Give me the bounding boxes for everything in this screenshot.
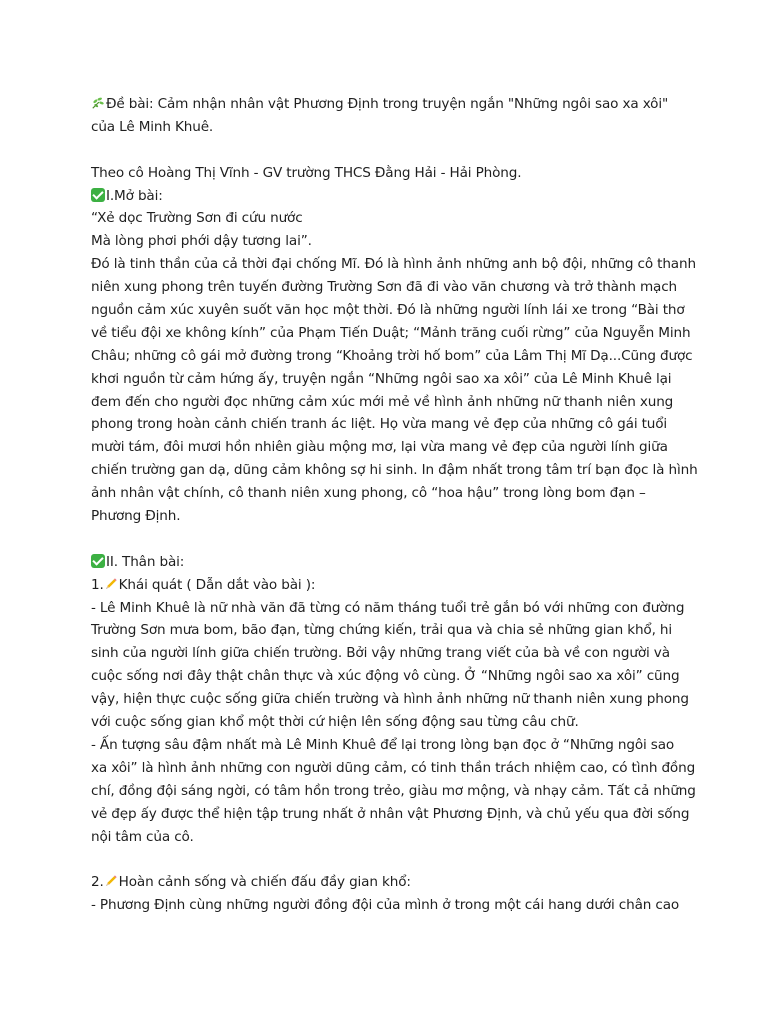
section-1-line: vẻ đẹp ấy được thể hiện tập trung nhất ở nhân vật Phương Định, và chủ yếu qua đời sống (91, 805, 690, 822)
intro-line: niên xung phong trên tuyến đường Trường Sơn đã đi vào văn chương và trở thành mạch (91, 279, 678, 296)
intro-line: đem đến cho người đọc những cảm xúc mới mẻ về hình ảnh những nữ thanh niên xung (91, 393, 674, 410)
section-2-number: 2. (91, 874, 104, 891)
intro-line: Châu; những cô gái mở đường trong “Khoảng trời hố bom” của Lâm Thị Mĩ Dạ...Cũng được (91, 347, 693, 364)
title-line-2: của Lê Minh Khuê. (91, 118, 214, 135)
section-2-line: - Phương Định cùng những người đồng đội của mình ở trong một cái hang dưới chân cao (91, 897, 680, 914)
section-1-line: - Lê Minh Khuê là nữ nhà văn đã từng có năm tháng tuổi trẻ gắn bó với những con đường (91, 599, 685, 616)
intro-line: khơi nguồn từ cảm hứng ấy, truyện ngắn “Những ngôi sao xa xôi” của Lê Minh Khuê lại (91, 370, 672, 387)
section-1-line: với cuộc sống gian khổ một thời cứ hiện lên sống động sau từng câu chữ. (91, 714, 579, 731)
section-1-line: nội tâm của cô. (91, 828, 194, 845)
intro-line: nguồn cảm xúc xuyên suốt văn học một thời. Đó là những người lính lái xe trong “Bài thơ (91, 302, 685, 319)
section-1-heading (91, 574, 691, 597)
title-line-1 (91, 93, 691, 116)
section-1-line: cuộc sống nơi đây thật chân thực và xúc động vô cùng. Ở “Những ngôi sao xa xôi” cũng (91, 668, 680, 685)
title-text-1: Đề bài: Cảm nhận nhân vật Phương Định trong truyện ngắn "Những ngôi sao xa xôi" (106, 96, 669, 112)
section-1-line: chí, đồng đội sáng ngời, có tâm hồn trong trẻo, giàu mơ mộng, và nhạy cảm. Tất cả những (91, 782, 696, 799)
herb-icon (91, 96, 105, 110)
section-1-line: - Ấn tượng sâu đậm nhất mà Lê Minh Khuê để lại trong lòng bạn đọc ở “Những ngôi sao (91, 736, 675, 753)
intro-line: phong trong hoàn cảnh chiến tranh ác liệt. Họ vừa mang vẻ đẹp của những cô gái tuổi (91, 416, 668, 433)
intro-heading (91, 185, 691, 208)
document-page (91, 93, 698, 917)
body-heading (91, 551, 691, 574)
section-1-title: Khái quát ( Dẫn dắt vào bài ): (118, 576, 316, 593)
pencil-icon (104, 577, 118, 591)
intro-line: Phương Định. (91, 508, 181, 525)
section-1-line: xa xôi” là hình ảnh những con người dũng cảm, có tinh thần trách nhiệm cao, có tình đồng (91, 759, 696, 776)
intro-line: Mà lòng phơi phới dậy tương lai”. (91, 233, 312, 250)
intro-line: ảnh nhân vật chính, cô thanh niên xung phong, cô “hoa hậu” trong lòng bom đạn – (91, 485, 646, 502)
section-2-title: Hoàn cảnh sống và chiến đấu đầy gian khổ: (118, 874, 411, 891)
section-1-line: sinh của người lính giữa chiến trường. Bởi vậy những trang viết của bà về con người và (91, 645, 670, 662)
section-1-number: 1. (91, 576, 104, 593)
intro-line: về tiểu đội xe không kính” của Phạm Tiến Duật; “Mảnh trăng cuối rừng” của Nguyễn Minh (91, 324, 691, 341)
author-line: Theo cô Hoàng Thị Vĩnh - GV trường THCS Đằng Hải - Hải Phòng. (91, 164, 522, 181)
intro-line: chiến trường gan dạ, dũng cảm không sợ hi sinh. In đậm nhất trong tâm trí bạn đọc là hình (91, 462, 698, 479)
section-2-heading (91, 871, 691, 894)
checkmark-icon (91, 188, 105, 202)
checkmark-icon (91, 554, 105, 568)
section-1-line: vậy, hiện thực cuộc sống giữa chiến trường và hình ảnh những nữ thanh niên xung phong (91, 691, 689, 708)
intro-line: Đó là tinh thần của cả thời đại chống Mĩ. Đó là hình ảnh những anh bộ đội, những cô thanh (91, 256, 696, 273)
body-heading-text: II. Thân bài: (106, 553, 185, 570)
intro-heading-text: I.Mở bài: (106, 187, 163, 204)
section-1-line: Trường Sơn mưa bom, bão đạn, từng chứng kiến, trải qua và chia sẻ những gian khổ, hi (91, 622, 673, 639)
intro-line: mười tám, đôi mươi hồn nhiên giàu mộng mơ, lại vừa mang vẻ đẹp của người lính giữa (91, 439, 668, 456)
intro-line: “Xẻ dọc Trường Sơn đi cứu nước (91, 210, 303, 227)
pencil-icon (104, 874, 118, 888)
